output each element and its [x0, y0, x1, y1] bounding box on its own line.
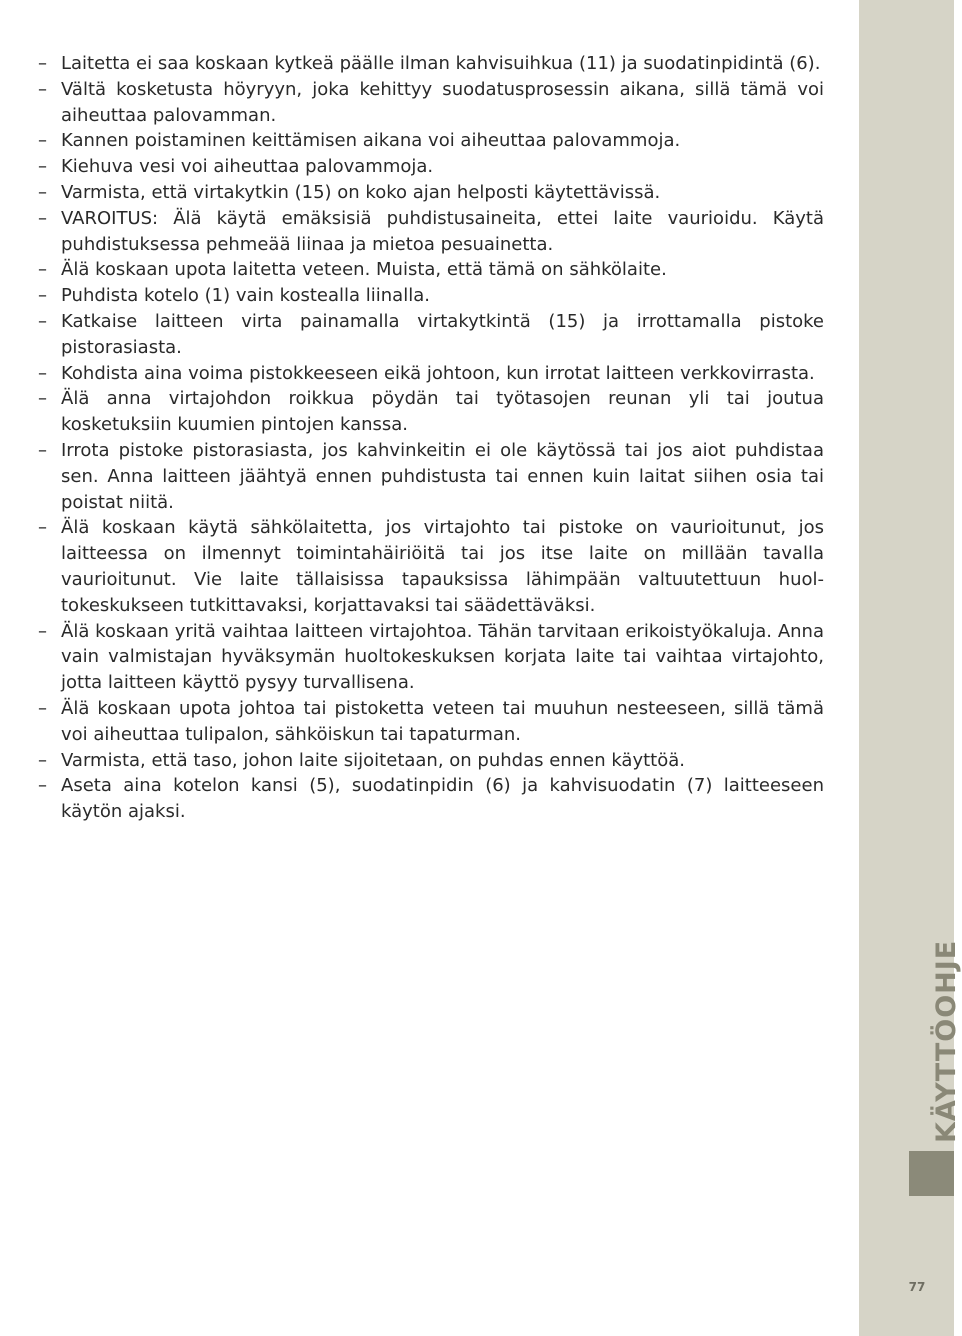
list-item	[38, 257, 824, 283]
list-item-text: Varmista, että taso, johon laite sijoitetaan, on puhdas ennen käyttöä.	[61, 749, 685, 771]
list-item	[38, 51, 824, 77]
list-item-text: Katkaise laitteen virta painamalla virtakytkintä (15) ja irrottamalla pistoke pistorasiasta.	[61, 310, 824, 358]
list-dash: –	[38, 285, 47, 307]
list-dash: –	[38, 775, 47, 797]
list-dash: –	[38, 697, 47, 719]
list-item	[38, 154, 824, 180]
list-item	[38, 361, 824, 387]
list-item-text: Laitetta ei saa koskaan kytkeä päälle ilman kahvisuihkua (11) ja suodatinpidintä (6).	[61, 53, 821, 74]
section-title: KÄYTTÖOHJE	[931, 939, 962, 1143]
list-dash: –	[38, 310, 47, 332]
list-item	[38, 386, 824, 438]
list-dash: –	[38, 362, 47, 384]
list-item-text: Älä koskaan upota johtoa tai pistoketta veteen tai muuhun nesteeseen, sillä tämä voi aiheuttaa tulipalon, sähköiskun tai tapaturman.	[61, 697, 824, 745]
list-dash: –	[38, 181, 47, 203]
list-item	[38, 77, 824, 129]
list-item-text: Kannen poistaminen keittämisen aikana voi aiheuttaa palovammoja.	[61, 130, 681, 152]
list-dash: –	[38, 517, 47, 539]
list-item-text: Älä koskaan yritä vaihtaa laitteen virtajohtoa. Tähän tarvitaan erikoistyökaluja. Anna vain valmistajan hyväksymän huoltokeskuksen korjata laite tai vaihtaa virtajohto, jotta laitteen käyttö pysyy turvallisena.	[61, 620, 824, 694]
list-dash: –	[38, 439, 47, 461]
list-item	[38, 309, 824, 361]
list-item	[38, 696, 824, 748]
list-item	[38, 128, 824, 154]
section-tab-marker	[909, 1151, 954, 1196]
list-item-text: Kohdista aina voima pistokkeeseen eikä johtoon, kun irrotat laitteen verkkovirrasta.	[61, 362, 815, 384]
list-item-text: Aseta aina kotelon kansi (5), suodatinpidin (6) ja kahvisuodatin (7) laitteeseen käytön ajaksi.	[61, 775, 824, 823]
list-item	[38, 438, 824, 515]
list-dash: –	[38, 749, 47, 771]
list-item-text: Puhdista kotelo (1) vain kostealla liinalla.	[61, 285, 430, 307]
list-dash: –	[38, 388, 47, 410]
safety-warning-list	[38, 51, 824, 825]
list-item	[38, 773, 824, 825]
list-dash: –	[38, 78, 47, 100]
list-dash: –	[38, 207, 47, 229]
list-item-text: Varmista, että virtakytkin (15) on koko ajan helposti käytettävissä.	[61, 181, 661, 203]
list-item	[38, 283, 824, 309]
list-item-text: Älä koskaan käytä sähkölaitetta, jos virtajohto tai pistoke on vaurioitunut, jos laitteessa on ilmennyt toimintahäiriöitä tai jos itse laite on millään tavalla vaurioitunut. Vie laite tällaisissa tapauksissa lähimpään valtuutettuun huoltokeskukseen tutkittavaksi, korjattavaksi tai säädettäväksi.	[61, 517, 824, 616]
list-item-text: Vältä kosketusta höyryyn, joka kehittyy suodatusprosessin aikana, sillä tämä voi aiheuttaa palovamman.	[61, 78, 824, 126]
list-item-text: Irrota pistoke pistorasiasta, jos kahvinkeitin ei ole käytössä tai jos aiot puhdistaa sen. Anna laitteen jäähtyä ennen puhdistusta tai ennen kuin laitat siihen osia tai poistat niitä.	[61, 439, 824, 513]
list-dash: –	[38, 156, 47, 178]
page-number: 77	[908, 1280, 926, 1294]
list-dash: –	[38, 130, 47, 152]
list-dash: –	[38, 259, 47, 281]
list-item	[38, 748, 824, 774]
list-item	[38, 180, 824, 206]
page-content	[38, 51, 824, 825]
list-item	[38, 515, 824, 618]
list-item-text: VAROITUS: Älä käytä emäksisiä puhdistusaineita, ettei laite vaurioidu. Käytä puhdistuksessa pehmeää liinaa ja mietoa pesuainetta.	[61, 207, 824, 255]
list-item-text: Älä koskaan upota laitetta veteen. Muista, että tämä on sähkölaite.	[61, 259, 667, 281]
list-dash: –	[38, 620, 47, 642]
list-item	[38, 206, 824, 258]
list-item-text: Kiehuva vesi voi aiheuttaa palovammoja.	[61, 156, 434, 178]
list-item	[38, 619, 824, 696]
list-dash: –	[38, 53, 47, 74]
list-item-text: Älä anna virtajohdon roikkua pöydän tai työtasojen reunan yli tai joutua kosketuksiin kuumien pintojen kanssa.	[61, 388, 824, 436]
